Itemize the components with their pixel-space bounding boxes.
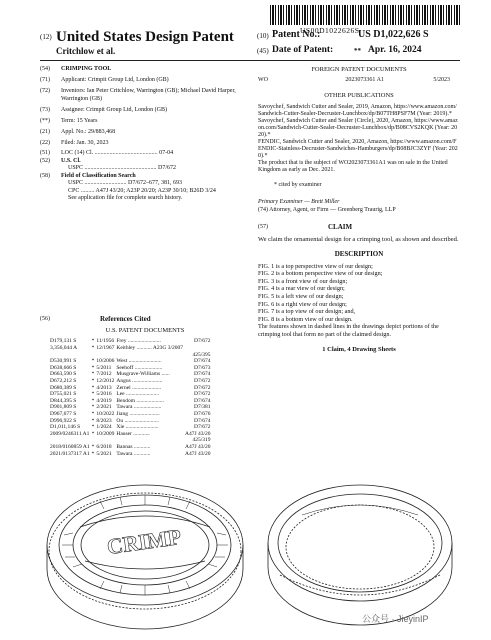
foreign-docs-title: FOREIGN PATENT DOCUMENTS [311, 66, 407, 73]
us-doc-cell: 5/2016 [96, 391, 112, 398]
other-pub-item: Savoychef, Sandwich Cutter and Sealer, 2019, Amazon, https://www.amazon.com/Sandwich-Cutter-Sealer-Decruster-Lunchbox/dp/B07TH8PSF7M (Year: 2019).* [258, 103, 457, 117]
us-doc-row [50, 444, 212, 451]
us-doc-cell: D7/381 [193, 404, 211, 411]
description-item: FIG. 5 is a left view of our design; [258, 293, 344, 300]
us-doc-cell: * [91, 430, 95, 437]
cited-note: * cited by examiner [274, 181, 322, 188]
us-doc-cell: * [91, 410, 95, 417]
us-doc-cell: 11/1956 [96, 338, 115, 345]
field-term: (**) Term: 15 Years [40, 118, 98, 125]
us-doc-cell: 3,356,044 A [50, 345, 78, 351]
barcode-number: US00D1022626S [300, 26, 360, 35]
us-doc-row [50, 404, 212, 411]
us-doc-cell: Xie ........................ [116, 424, 159, 431]
us-doc-cell: 4/2019 [96, 397, 112, 404]
us-doc-cell: D967,677 S [50, 410, 77, 417]
us-doc-cell: A47J 43/20 [184, 430, 211, 437]
us-doc-row [50, 391, 212, 398]
us-doc-cell: 12/2012 [96, 377, 115, 384]
us-doc-cell: D7/672 [193, 377, 211, 384]
us-doc-row [50, 371, 212, 378]
field-applicant: (71) Applicant: Crimpit Group Ltd, London (GB) [40, 77, 169, 84]
design-drawing [40, 465, 460, 635]
us-doc-cell [96, 352, 116, 359]
date-label: Date of Patent: [272, 45, 334, 55]
field-search-uspc: USPC ............................ D7/672–677, 381, 693 [68, 180, 183, 187]
us-doc-cell: 10/2022 [96, 410, 115, 417]
us-doc-row [50, 424, 212, 431]
attorney: (74) Attorney, Agent, or Firm — Greenberg Traurig, LLP [258, 207, 396, 214]
us-doc-cell: D7/672 [193, 338, 211, 345]
figure-top-perspective [268, 485, 452, 625]
us-doc-cell: * [91, 345, 95, 351]
us-doc-cell: 12/1967 [96, 345, 115, 351]
us-doc-cell: Ou ......................... [116, 417, 159, 424]
us-doc-cell [116, 437, 185, 444]
patent-authors: Critchlow et al. [56, 46, 116, 56]
field-assignee: (73) Assignee: Crimpit Group Ltd, London (GB) [40, 106, 167, 113]
us-doc-cell: * [91, 391, 95, 398]
references-section [40, 316, 250, 457]
code-12: (12) [40, 33, 52, 41]
us-doc-cell: D7/674 [193, 397, 211, 404]
other-pub-item: FENDIC, Sandwich Cutter and Sealer, 2020, Amazon, https://www.amazon.com/FENDIC-Stainless-Decruster-Sandwiches-Hamburgers/dp/B08BJC3ZYF (Year: 2020).* [258, 138, 458, 159]
us-doc-row [50, 437, 212, 444]
us-doc-cell: 5/2011 [96, 364, 112, 371]
description-list [258, 263, 460, 339]
us-doc-cell: Frey ........................ [116, 338, 161, 345]
us-doc-cell: Keithley ........... A23G 3/2007 [116, 345, 183, 351]
other-pubs [258, 104, 460, 174]
us-doc-cell: * [91, 424, 95, 431]
us-doc-row [50, 451, 212, 458]
us-doc-cell: D7/674 [193, 358, 211, 365]
us-doc-cell: Bendom .................... [116, 397, 164, 404]
us-doc-row [50, 345, 212, 352]
us-doc-cell: West ........................ [116, 358, 162, 365]
us-doc-cell: * [91, 384, 95, 391]
us-doc-cell [96, 437, 116, 444]
us-doc-cell: D7/673 [193, 364, 211, 371]
date-marker: ** [354, 47, 361, 55]
us-doc-row [50, 358, 212, 365]
us-doc-row [50, 385, 212, 392]
us-doc-row [50, 411, 212, 418]
us-doc-cell: A47J 43/20 [184, 443, 211, 450]
foreign-doc-row: WO 2023073361 A1 5/2023 [258, 77, 450, 84]
us-doc-cell: Musgrave-Williams ...... [116, 371, 170, 378]
us-doc-cell: Tawara .................... [116, 404, 162, 411]
us-doc-cell: D996,922 S [50, 417, 77, 424]
us-doc-cell: * [91, 417, 95, 424]
us-doc-cell: 10/2006 [96, 358, 115, 365]
other-pub-item: Savoychef, Sandwich Cutter and Sealer (Circle), 2020, Amazon, https://www.amazon.com/Sandwich-Cutter-Sealer-Decruster-Lunchbox/dp/B08CVS2KQK (Year: 2020).* [258, 117, 458, 138]
us-doc-cell: D638,666 S [50, 364, 77, 371]
us-doc-cell: D7/672 [193, 384, 211, 391]
us-doc-cell: D901,809 S [50, 404, 77, 411]
us-doc-cell: * [91, 397, 95, 404]
header-divider [40, 60, 460, 61]
us-doc-cell: 425/395 [192, 351, 211, 358]
description-title: DESCRIPTION [334, 250, 384, 259]
us-doc-cell: * [91, 364, 95, 371]
field-appl-no: (21) Appl. No.: 29/883,468 [40, 129, 116, 136]
us-doc-cell: Seehoff .................... [116, 364, 163, 371]
description-item: The features shown in dashed lines in the drawings depict portions of the crimping tool that form no part of the claimed design. [258, 323, 439, 338]
patent-number: US D1,022,626 S [358, 29, 429, 40]
us-doc-cell: 2018/0160859 A1 [50, 443, 90, 450]
other-pub-item: The product that is the subject of WO2023073361A1 was on sale in the United Kingdom as early as Dec. 2021. [258, 159, 448, 173]
us-doc-cell: D7/672 [193, 424, 211, 431]
us-doc-cell: 425/319 [192, 437, 211, 444]
claim-count: 1 Claim, 4 Drawing Sheets [322, 345, 396, 353]
description-item: FIG. 2 is a bottom perspective view of our design; [258, 270, 383, 278]
crimping-tool-drawing [40, 465, 460, 635]
us-doc-cell: 2021/0137317 A1 [50, 450, 90, 457]
field-inventors: (72) Inventors: Ian Peter Critchlow, Warrington (GB); Michael David Harper, Warrington (GB) [40, 88, 236, 102]
us-doc-cell: 8/2023 [96, 417, 112, 424]
references-heading: (56) References Cited [40, 315, 151, 323]
us-doc-cell: D672,212 S [50, 377, 77, 384]
description-item: FIG. 6 is a right view of our design; [258, 300, 347, 308]
field-us-cl: (52) U.S. Cl. [40, 157, 81, 164]
us-doc-cell: D680,389 S [50, 384, 77, 391]
us-doc-cell: D530,991 S [50, 358, 77, 365]
description-item: FIG. 4 is a rear view of our design; [258, 285, 345, 293]
us-doc-cell: * [91, 404, 95, 411]
us-doc-cell: 10/2009 [96, 430, 115, 437]
claim-heading: (57) CLAIM [258, 223, 353, 232]
us-doc-cell: 4/2013 [96, 384, 112, 391]
us-doc-cell: D7/674 [193, 417, 211, 424]
other-pubs-title: OTHER PUBLICATIONS [324, 92, 394, 100]
us-doc-cell: * [91, 377, 95, 384]
us-doc-cell [185, 345, 213, 352]
us-doc-cell: D7/674 [193, 371, 211, 378]
us-doc-cell: D7/676 [193, 410, 211, 417]
us-doc-cell: * [91, 358, 95, 365]
us-doc-cell: Angus ...................... [116, 377, 163, 384]
us-doc-cell: * [91, 443, 95, 450]
us-doc-cell: Bannas ............ [116, 443, 151, 450]
us-doc-cell: Hauser ............ [116, 430, 150, 437]
patent-date: Apr. 16, 2024 [368, 45, 422, 55]
us-doc-row [50, 365, 212, 372]
us-doc-row [50, 398, 212, 405]
us-docs-title: U.S. PATENT DOCUMENTS [105, 327, 185, 335]
drawing-embossed-text: CRIMP [105, 524, 183, 560]
field-uspc: USPC ................................................ D7/672 [68, 165, 177, 172]
us-doc-cell: * [91, 371, 95, 378]
right-column [258, 66, 460, 353]
field-title: (54) CRIMPING TOOL [40, 66, 112, 72]
us-doc-cell: D179,131 S [50, 338, 77, 345]
patent-no-label: Patent No.: [272, 29, 321, 40]
code-10: (10) [257, 32, 269, 40]
description-item: FIG. 3 is a front view of our design; [258, 277, 348, 285]
field-search-cpc: CPC ......... A47J 43/20; A23P 20/20; A23P 30/10; B26D 3/24 [68, 187, 216, 194]
field-search-note: See application file for complete search history. [68, 194, 183, 201]
us-doc-cell: Lee ........................ [116, 391, 159, 398]
us-docs-table [50, 338, 212, 457]
us-doc-cell: D7/672 [193, 391, 211, 398]
us-doc-cell: 5/2021 [96, 450, 112, 457]
us-doc-cell: 1/2024 [96, 424, 112, 431]
us-doc-cell: D844,395 S [50, 397, 77, 404]
us-doc-cell [50, 352, 92, 359]
us-doc-cell [116, 352, 185, 359]
us-doc-cell: 7/2012 [96, 371, 112, 378]
description-item: FIG. 7 is a top view of our design; and, [258, 308, 356, 316]
us-doc-row [50, 338, 212, 345]
examiner: Primary Examiner — Brett Miller [258, 198, 340, 205]
us-doc-cell: D663,590 S [50, 371, 77, 378]
field-search: (58) Field of Classification Search [40, 173, 136, 180]
claim-text: We claim the ornamental design for a crimping tool, as shown and described. [258, 236, 459, 244]
field-loc: (51) LOC (14) Cl. .......................................... 07-04 [40, 149, 174, 156]
us-doc-row [50, 352, 212, 359]
field-filed: (22) Filed: Jan. 30, 2023 [40, 140, 109, 147]
us-doc-cell: A47J 43/20 [184, 450, 211, 457]
description-item: FIG. 1 is a top perspective view of our design; [258, 262, 373, 270]
figure-bottom-perspective [47, 485, 243, 629]
us-doc-cell: * [91, 338, 95, 345]
us-doc-cell: 6/2018 [96, 443, 112, 450]
us-doc-cell [50, 437, 92, 444]
us-doc-cell: D755,021 S [50, 391, 77, 398]
us-doc-cell: Jiang ...................... [116, 410, 160, 417]
us-doc-cell: D1,011,146 S [50, 424, 81, 431]
us-doc-cell: 2/2021 [96, 404, 112, 411]
description-item: FIG. 8 is a bottom view of our design. [258, 315, 353, 323]
bibliographic-fields [40, 66, 250, 202]
barcode [270, 5, 460, 25]
patent-type-title: United States Design Patent [56, 29, 234, 45]
us-doc-row [50, 431, 212, 438]
us-doc-cell: Tawara ............ [116, 450, 151, 457]
us-doc-row [50, 378, 212, 385]
us-doc-row [50, 418, 212, 425]
watermark: 公众号 · JieyinIP [362, 614, 429, 624]
us-doc-cell: Zernel ..................... [116, 384, 161, 391]
us-doc-cell: 2009/0246311 A1 [50, 430, 90, 437]
us-doc-cell: * [91, 450, 95, 457]
code-45: (45) [257, 47, 269, 55]
